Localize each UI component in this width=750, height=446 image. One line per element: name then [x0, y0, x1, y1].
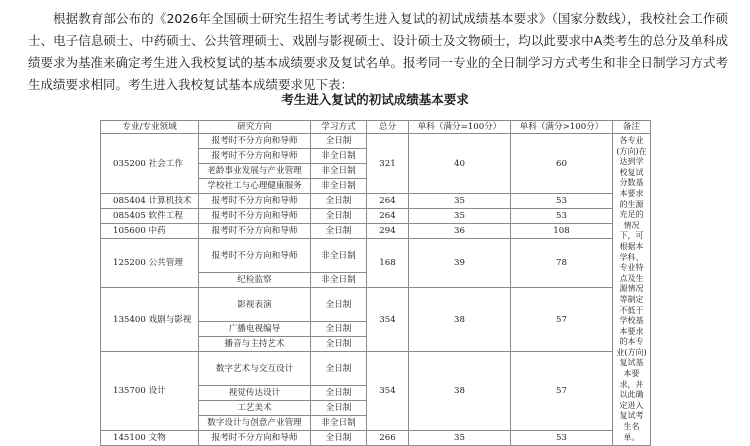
header-total: 总分	[367, 121, 409, 134]
direction-cell: 视觉传达设计	[199, 386, 311, 401]
table-row	[101, 134, 651, 149]
field-cell: 035200 社会工作	[101, 134, 199, 194]
direction-cell: 广播电视编导	[199, 322, 311, 337]
total-cell: 168	[367, 239, 409, 288]
score-requirements-table	[100, 120, 651, 446]
intro-text: 根据教育部公布的《2026年全国硕士研究生招生考试考生进入复试的初试成绩基本要求》（国家分数线），我校社会工作硕士、电子信息硕士、中药硕士、公共管理硕士、戏剧与影视硕士、设计硕士及文物硕士，均以此要求中A类考生的总分及单科成绩要求为基准来确定考生进入我校复试的基本成绩要求及复试名单。报考同一专业的全日制学习方式考生和非全日制学习方式考生成绩要求相同。考生进入我校复试基本成绩要求见下表：	[28, 11, 729, 92]
note-cell: 各专业(方向)在达到学校复试分数基本要求的生源充足的情况下，可根据本学科、专业特点及生源情况等制定不低于学校基本要求的本专业(方向)复试基本要求，并以此确定进入复试考生名单。	[613, 134, 651, 446]
single-over-100-cell: 57	[511, 352, 613, 431]
direction-cell: 报考时不分方向和导师	[199, 431, 311, 446]
table-row	[101, 224, 651, 239]
single-over-100-cell: 53	[511, 194, 613, 209]
direction-cell: 报考时不分方向和导师	[199, 224, 311, 239]
direction-cell: 报考时不分方向和导师	[199, 209, 311, 224]
direction-cell: 老龄事业发展与产业管理	[199, 164, 311, 179]
mode-cell: 全日制	[311, 134, 367, 149]
mode-cell: 非全日制	[311, 239, 367, 273]
single-over-100-cell: 108	[511, 224, 613, 239]
single-100-cell: 36	[409, 224, 511, 239]
field-cell: 145100 文物	[101, 431, 199, 446]
total-cell: 321	[367, 134, 409, 194]
mode-cell: 全日制	[311, 224, 367, 239]
total-cell: 294	[367, 224, 409, 239]
table-title: 考生进入复试的初试成绩基本要求	[281, 92, 469, 107]
direction-cell: 影视表演	[199, 288, 311, 322]
header-note: 备注	[613, 121, 651, 134]
table-header-row	[101, 121, 651, 134]
single-over-100-cell: 60	[511, 134, 613, 194]
single-100-cell: 35	[409, 209, 511, 224]
total-cell: 264	[367, 209, 409, 224]
total-cell: 354	[367, 352, 409, 431]
table-row	[101, 288, 651, 322]
field-cell: 125200 公共管理	[101, 239, 199, 288]
mode-cell: 非全日制	[311, 273, 367, 288]
single-100-cell: 39	[409, 239, 511, 288]
direction-cell: 工艺美术	[199, 401, 311, 416]
mode-cell: 全日制	[311, 209, 367, 224]
single-100-cell: 40	[409, 134, 511, 194]
direction-cell: 数字艺术与交互设计	[199, 352, 311, 386]
table-row	[101, 209, 651, 224]
direction-cell: 报考时不分方向和导师	[199, 149, 311, 164]
header-direction: 研究方向	[199, 121, 311, 134]
direction-cell: 报考时不分方向和导师	[199, 239, 311, 273]
field-cell: 085405 软件工程	[101, 209, 199, 224]
single-over-100-cell: 53	[511, 431, 613, 446]
single-100-cell: 38	[409, 352, 511, 431]
total-cell: 264	[367, 194, 409, 209]
single-100-cell: 38	[409, 288, 511, 352]
total-cell: 266	[367, 431, 409, 446]
mode-cell: 非全日制	[311, 149, 367, 164]
mode-cell: 全日制	[311, 337, 367, 352]
table-row	[101, 194, 651, 209]
total-cell: 354	[367, 288, 409, 352]
direction-cell: 报考时不分方向和导师	[199, 194, 311, 209]
table-row	[101, 239, 651, 273]
mode-cell: 非全日制	[311, 179, 367, 194]
single-100-cell: 35	[409, 194, 511, 209]
header-single-over-100: 单科（满分>100分）	[511, 121, 613, 134]
field-cell: 135400 戏剧与影视	[101, 288, 199, 352]
single-100-cell: 35	[409, 431, 511, 446]
mode-cell: 非全日制	[311, 164, 367, 179]
mode-cell: 全日制	[311, 194, 367, 209]
mode-cell: 非全日制	[311, 416, 367, 431]
header-field: 专业/专业领域	[101, 121, 199, 134]
table-row	[101, 352, 651, 386]
mode-cell: 全日制	[311, 386, 367, 401]
single-over-100-cell: 53	[511, 209, 613, 224]
direction-cell: 纪检监察	[199, 273, 311, 288]
table-row	[101, 431, 651, 446]
field-cell: 135700 设计	[101, 352, 199, 431]
mode-cell: 全日制	[311, 401, 367, 416]
mode-cell: 全日制	[311, 322, 367, 337]
mode-cell: 全日制	[311, 288, 367, 322]
direction-cell: 学校社工与心理健康服务	[199, 179, 311, 194]
header-single-100: 单科（满分=100分）	[409, 121, 511, 134]
intro-paragraph	[28, 8, 728, 96]
mode-cell: 全日制	[311, 352, 367, 386]
field-cell: 085404 计算机技术	[101, 194, 199, 209]
field-cell: 105600 中药	[101, 224, 199, 239]
header-mode: 学习方式	[311, 121, 367, 134]
direction-cell: 报考时不分方向和导师	[199, 134, 311, 149]
single-over-100-cell: 78	[511, 239, 613, 288]
direction-cell: 播音与主持艺术	[199, 337, 311, 352]
mode-cell: 全日制	[311, 431, 367, 446]
direction-cell: 数字设计与创意产业管理	[199, 416, 311, 431]
single-over-100-cell: 57	[511, 288, 613, 352]
